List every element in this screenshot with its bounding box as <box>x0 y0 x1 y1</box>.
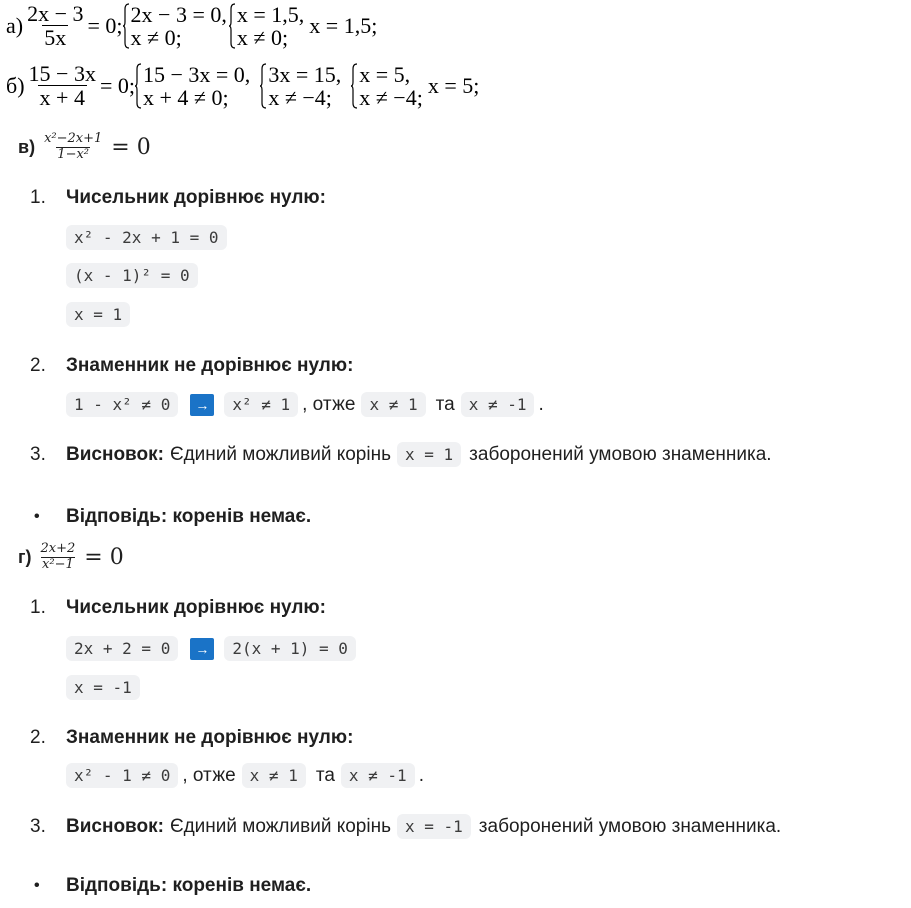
equals-zero: = 0; <box>87 12 123 38</box>
text: заборонений умовою знаменника. <box>478 815 782 837</box>
brace-icon <box>229 3 235 49</box>
math-code: x² - 1 ≠ 0 <box>66 763 178 788</box>
part-a-label: а) <box>6 12 24 38</box>
part-b-label: б) <box>6 72 25 98</box>
math-code: x² - 2x + 1 = 0 <box>66 225 227 250</box>
step-title: Чисельник дорівнює нулю: <box>66 597 326 618</box>
math-code: x² ≠ 1 <box>224 392 298 417</box>
step-1 <box>30 597 326 619</box>
part-v-fraction <box>43 132 103 163</box>
system-1 <box>135 63 250 109</box>
math-line <box>66 225 231 250</box>
system-2 <box>260 63 341 109</box>
text: Єдиний можливий корінь <box>169 443 391 465</box>
text: заборонений умовою знаменника. <box>469 443 772 465</box>
math-code: 2x + 2 = 0 <box>66 636 178 661</box>
text: та <box>435 393 455 415</box>
system-line: 3x = 15, <box>268 61 342 87</box>
math-line <box>66 302 134 327</box>
math-code: x = 1 <box>397 442 461 467</box>
math-line <box>66 263 202 288</box>
step-title: Висновок: <box>66 815 164 837</box>
fraction-numerator: 2x+2 <box>40 541 76 556</box>
answer-bullet <box>34 875 311 897</box>
part-v-heading <box>18 132 151 163</box>
system-line: x = 5, <box>359 61 411 87</box>
part-v-label: в) <box>18 136 36 157</box>
math-code: x = -1 <box>397 814 471 839</box>
text: та <box>315 764 335 786</box>
arrow-right-icon: → <box>190 638 214 660</box>
part-b-fraction <box>27 62 98 109</box>
math-line <box>66 763 424 788</box>
part-a-row <box>6 2 380 49</box>
system-line: x ≠ 0; <box>236 24 289 50</box>
step-1 <box>30 187 326 209</box>
equals-zero: = 0 <box>84 544 124 570</box>
text: . <box>538 393 544 415</box>
part-g-heading <box>18 542 124 573</box>
step-number: 1. <box>30 187 46 208</box>
part-g-label: г) <box>18 546 32 567</box>
equals-zero: = 0; <box>99 72 135 98</box>
step-2 <box>30 355 353 377</box>
fraction-denominator: x + 4 <box>39 85 85 111</box>
math-code: x ≠ 1 <box>361 392 425 417</box>
math-code: x ≠ -1 <box>461 392 535 417</box>
system-line: x ≠ −4; <box>268 84 332 110</box>
bullet-icon: • <box>34 877 40 894</box>
step-number: 3. <box>30 815 46 837</box>
text: , отже <box>302 393 356 415</box>
math-code: x ≠ -1 <box>341 763 415 788</box>
part-b-answer: x = 5; <box>427 72 480 98</box>
system-3 <box>351 63 423 109</box>
fraction-denominator: x²−1 <box>42 556 74 572</box>
answer-text: Відповідь: коренів немає. <box>66 506 312 527</box>
equals-zero: = 0 <box>111 134 151 160</box>
system-1 <box>123 3 227 49</box>
text: , отже <box>182 764 236 786</box>
system-line: 15 − 3x = 0, <box>142 61 251 87</box>
fraction-numerator: 2x − 3 <box>27 1 84 26</box>
math-code: x ≠ 1 <box>242 763 306 788</box>
system-line: x ≠ 0; <box>130 24 182 50</box>
brace-icon <box>123 3 129 49</box>
system-2 <box>229 3 304 49</box>
system-line: x ≠ −4; <box>359 84 423 110</box>
bullet-icon: • <box>34 508 40 525</box>
answer-text: Відповідь: коренів немає. <box>66 875 312 896</box>
math-line <box>66 392 544 417</box>
part-a-fraction <box>25 2 85 49</box>
step-3 <box>30 814 781 839</box>
brace-icon <box>351 63 357 109</box>
arrow-right-icon: → <box>190 394 214 416</box>
math-code: x = 1 <box>66 302 130 327</box>
system-line: x + 4 ≠ 0; <box>142 84 229 110</box>
fraction-numerator: x²−2x+1 <box>44 131 103 146</box>
part-g-fraction <box>40 542 77 573</box>
step-title: Висновок: <box>66 443 164 465</box>
answer-bullet <box>34 506 311 528</box>
text: Єдиний можливий корінь <box>169 815 391 837</box>
text: . <box>418 764 424 786</box>
step-number: 2. <box>30 355 46 376</box>
fraction-denominator: 1−x² <box>57 146 90 162</box>
brace-icon <box>135 63 141 109</box>
step-number: 1. <box>30 597 46 618</box>
brace-icon <box>260 63 266 109</box>
step-title: Чисельник дорівнює нулю: <box>66 187 326 208</box>
step-2 <box>30 727 353 749</box>
step-number: 3. <box>30 443 46 465</box>
fraction-numerator: 15 − 3x <box>28 61 96 86</box>
system-line: 2x − 3 = 0, <box>130 1 227 27</box>
math-line <box>66 636 360 661</box>
fraction-denominator: 5x <box>44 25 67 51</box>
step-number: 2. <box>30 727 46 748</box>
math-line <box>66 675 144 700</box>
math-code: x = -1 <box>66 675 140 700</box>
part-b-row <box>6 62 482 109</box>
step-title: Знаменник не дорівнює нулю: <box>66 355 354 376</box>
step-title: Знаменник не дорівнює нулю: <box>66 727 354 748</box>
step-3 <box>30 442 772 467</box>
math-code: 2(x + 1) = 0 <box>224 636 356 661</box>
part-a-answer: x = 1,5; <box>309 12 378 38</box>
math-code: 1 - x² ≠ 0 <box>66 392 178 417</box>
math-code: (x - 1)² = 0 <box>66 263 198 288</box>
system-line: x = 1,5, <box>236 1 305 27</box>
